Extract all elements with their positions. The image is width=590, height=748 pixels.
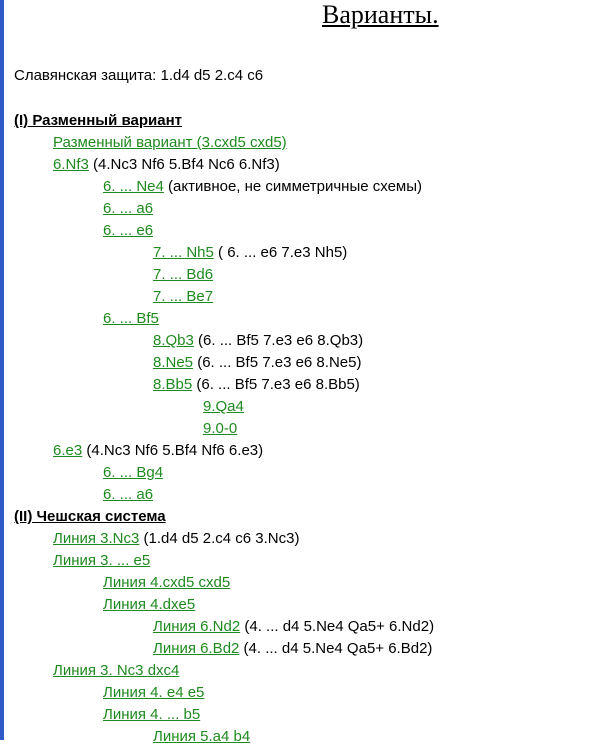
variation-moves: (4. ... d4 5.Ne4 Qa5+ 6.Bd2): [239, 640, 433, 657]
variation-line: [153, 726, 250, 748]
variation-line: [153, 242, 347, 264]
variation-moves: (активное, не симметричные схемы): [163, 178, 423, 195]
variation-line: [103, 594, 195, 616]
variation-link[interactable]: Линия 6.Nd2: [153, 618, 241, 635]
variation-line: [103, 484, 153, 506]
variation-line: [53, 528, 299, 550]
variation-link[interactable]: 7. ... Bd6: [153, 266, 214, 283]
variation-line: [103, 308, 159, 330]
variation-link[interactable]: 6. ... a6: [103, 486, 154, 503]
variation-line: [153, 352, 361, 374]
variation-line: [153, 616, 434, 638]
variation-moves: (1.d4 d5 2.c4 c6 3.Nc3): [139, 530, 300, 547]
variation-link[interactable]: Разменный вариант (3.cxd5 cxd5): [53, 134, 287, 151]
variation-line: [153, 330, 363, 352]
variation-moves: (6. ... Bf5 7.e3 e6 8.Bb5): [192, 376, 360, 393]
variation-line: [53, 550, 150, 572]
variation-moves: (4. ... d4 5.Ne4 Qa5+ 6.Nd2): [240, 618, 435, 635]
variation-link[interactable]: 6.e3: [53, 442, 83, 459]
variation-link[interactable]: 7. ... Be7: [153, 288, 214, 305]
variation-link[interactable]: 6. ... Ne4: [103, 178, 164, 195]
variation-line: [103, 462, 163, 484]
variation-link[interactable]: Линия 4.dxe5: [103, 596, 196, 613]
variation-line: [103, 682, 204, 704]
section-link[interactable]: (II) Чешская система: [14, 508, 166, 525]
variation-line: [153, 374, 360, 396]
section-heading: [14, 506, 166, 528]
variation-line: [103, 704, 200, 726]
variation-line: [53, 132, 287, 154]
variation-link[interactable]: 6. ... Bf5: [103, 310, 159, 327]
variation-link[interactable]: Линия 4. ... b5: [103, 706, 201, 723]
variation-link[interactable]: 6.Nf3: [53, 156, 89, 173]
section-heading: [14, 110, 182, 132]
variation-line: [203, 396, 244, 418]
variation-link[interactable]: 8.Ne5: [153, 354, 194, 371]
variation-link[interactable]: Линия 3.Nc3: [53, 530, 140, 547]
variation-link[interactable]: 6. ... a6: [103, 200, 154, 217]
variation-link[interactable]: Линия 4.cxd5 cxd5: [103, 574, 231, 591]
opening-intro: Славянская защита: 1.d4 d5 2.c4 c6: [14, 67, 264, 84]
variation-moves: (6. ... Bf5 7.e3 e6 8.Qb3): [193, 332, 364, 349]
variation-link[interactable]: 6. ... e6: [103, 222, 154, 239]
variation-moves: (6. ... Bf5 7.e3 e6 8.Ne5): [193, 354, 362, 371]
section-link[interactable]: (I) Разменный вариант: [14, 112, 182, 129]
variation-moves: (4.Nc3 Nf6 5.Bf4 Nf6 6.e3): [82, 442, 264, 459]
variation-link[interactable]: Линия 4. e4 e5: [103, 684, 205, 701]
page-title: Варианты.: [322, 0, 439, 29]
variation-link[interactable]: 8.Qb3: [153, 332, 194, 349]
variation-moves: (4.Nc3 Nf6 5.Bf4 Nc6 6.Nf3): [88, 156, 280, 173]
variation-line: [53, 660, 179, 682]
variation-link[interactable]: 9.0-0: [203, 420, 238, 437]
variation-moves: ( 6. ... e6 7.e3 Nh5): [213, 244, 348, 261]
variation-line: [153, 286, 213, 308]
variation-line: [53, 440, 263, 462]
variation-link[interactable]: Линия 3. Nc3 dxc4: [53, 662, 180, 679]
variation-link[interactable]: Линия 3. ... e5: [53, 552, 151, 569]
variation-line: [203, 418, 237, 440]
variation-link[interactable]: 7. ... Nh5: [153, 244, 214, 261]
variation-link[interactable]: 9.Qa4: [203, 398, 244, 415]
variation-line: [153, 638, 432, 660]
variation-link[interactable]: 8.Bb5: [153, 376, 193, 393]
variation-link[interactable]: Линия 6.Bd2: [153, 640, 240, 657]
left-border-bar: [0, 0, 4, 740]
variation-line: [153, 264, 213, 286]
variation-line: [103, 198, 153, 220]
variation-line: [103, 572, 230, 594]
variation-line: [53, 154, 280, 176]
variation-link[interactable]: 6. ... Bg4: [103, 464, 164, 481]
variation-line: [103, 220, 153, 242]
variation-line: [103, 176, 422, 198]
variation-link[interactable]: Линия 5.a4 b4: [153, 728, 251, 745]
